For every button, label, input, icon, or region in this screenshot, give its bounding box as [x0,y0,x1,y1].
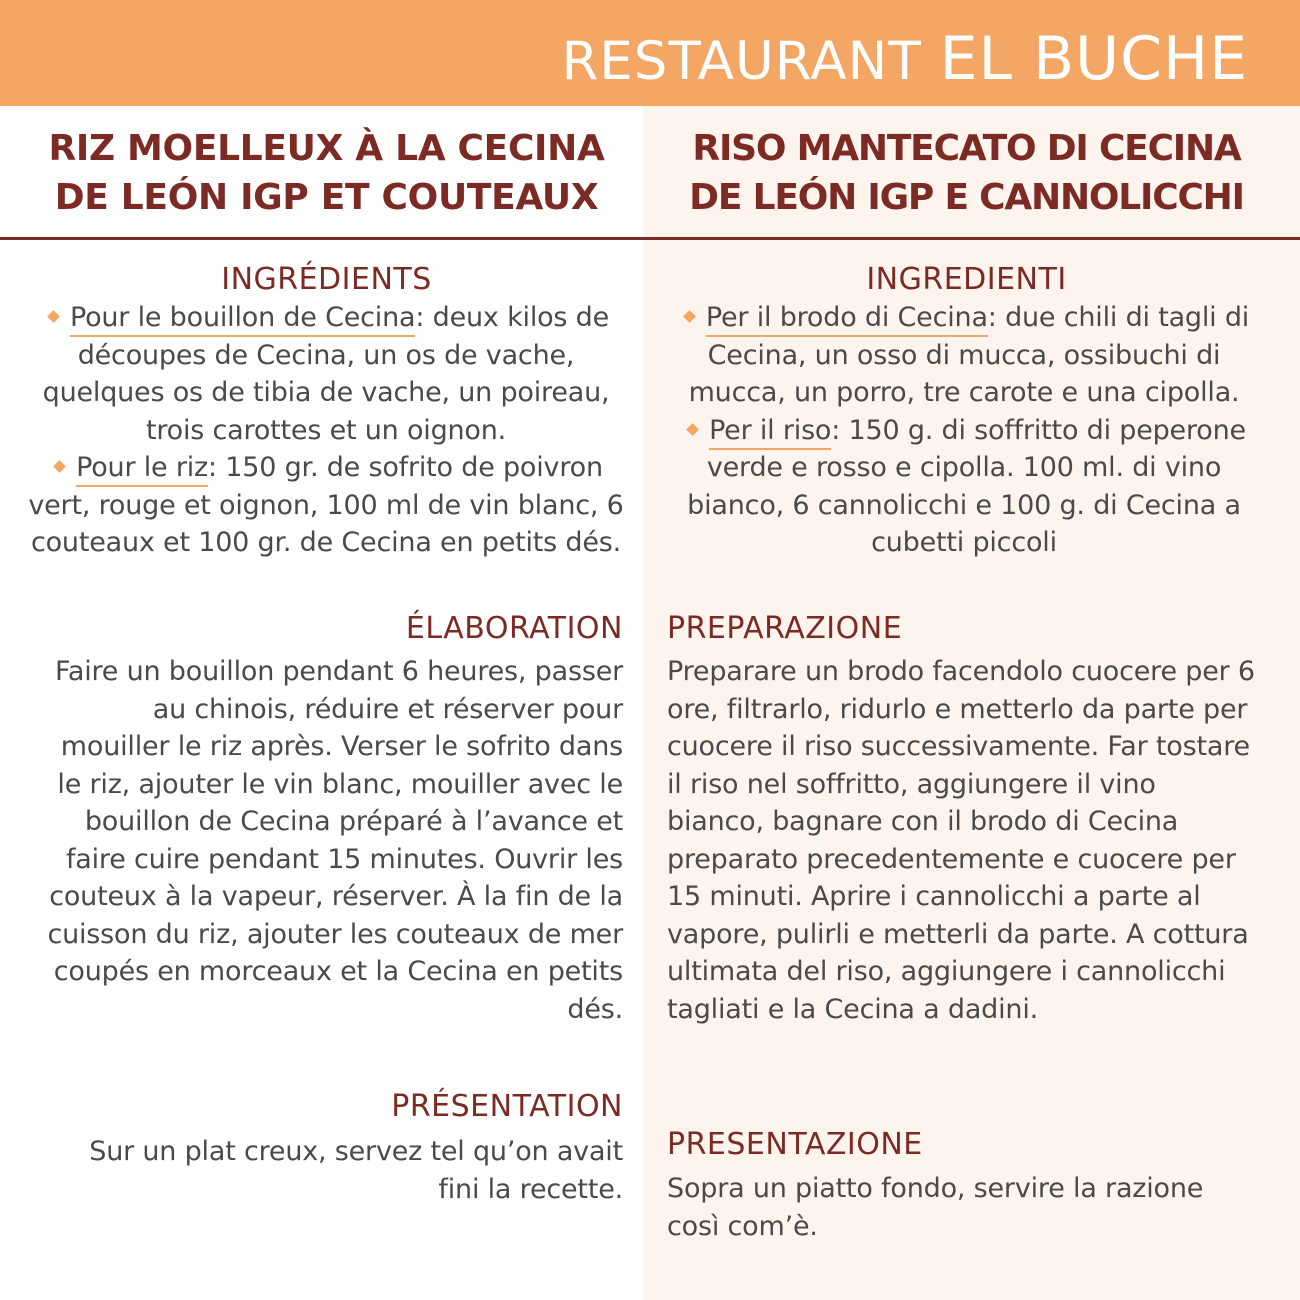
right-title-line-1: RISO MANTECATO DI CECINA [692,128,1241,169]
left-ingredient-label: Pour le riz [76,452,208,487]
title-restaurant-name: EL BUCHE [939,24,1248,94]
left-title-line-2: DE LEÓN IGP ET COUTEAUX [54,177,599,218]
left-elaboration-text: Faire un bouillon pendant 6 heures, passer au chinois, réduire et réserver pour mouiller le riz après. Verser le sofrito dans le riz, ajouter le vin blanc, mouiller avec le bouillon de Cecina préparé à l’avance et faire cuire pendant 15 minutes. Ouvrir les couteux à la vapeur, réserver. À la fin de la cuisson du riz, ajouter les couteaux de mer coupés en morceaux et la Cecina en petits dés. [47,656,623,1025]
right-preparation-text: Preparare un brodo facendolo cuocere per 6 ore, filtrarlo, ridurlo e metterlo da parte per cuocere il riso successivamente. Far tostare il riso nel soffritto, aggiungere il vino bianco, bagnare con il brodo di Cecina preparato precedentemente e cuocere per 15 minuti. Aprire i cannolicchi a parte al vapore, pulirli e metterli da parte. A cottura ultimata del riso, aggiungere i cannolicchi tagliati e la Cecina a dadini. [667,656,1255,1025]
diamond-bullet-icon [47,310,60,323]
right-ingredients-heading: INGREDIENTI [866,262,1067,297]
right-recipe-title [643,124,1290,222]
right-ingredient-text: : 150 g. di soffritto di peperone verde e rosso e cipolla. 100 ml. di vino bianco, 6 cannolicchi e 100 g. di Cecina a cubetti piccoli [687,414,1246,558]
left-ingredient-label: Pour le bouillon de Cecina [70,302,415,337]
right-presentation-text: Sopra un piatto fondo, servire la razione così com’è. [667,1173,1204,1242]
right-presentation-heading: PRESENTAZIONE [667,1127,923,1162]
diamond-bullet-icon [683,310,696,323]
right-ingredient-text: : due chili di tagli di Cecina, un osso di mucca, ossibuchi di mucca, un porro, tre carote e una cipolla. [688,302,1250,408]
right-ingredient-item [664,412,1264,562]
left-ingredient-text: : 150 gr. de sofrito de poivron vert, rouge et oignon, 100 ml de vin blanc, 6 couteaux et 100 gr. de Cecina en petits dés. [28,452,624,558]
diamond-bullet-icon [686,423,699,436]
header-bar [0,0,1300,106]
right-ingredient-label: Per il brodo di Cecina [706,302,988,337]
title-restaurant-word: RESTAURANT [561,31,922,92]
left-ingredient-text: : deux kilos de découpes de Cecina, un os de vache, quelques os de tibia de vache, un poireau, trois carottes et un oignon. [42,302,610,446]
title-divider [0,237,1300,240]
right-ingredient-label: Per il riso [709,415,831,450]
left-ingredient-item [24,299,628,449]
right-preparation-heading: PREPARAZIONE [667,611,903,646]
left-ingredient-item [24,449,628,562]
diamond-bullet-icon [53,460,66,473]
left-ingredients-list [24,299,628,562]
restaurant-title [561,26,1248,95]
left-title-line-1: RIZ MOELLEUX À LA CECINA [48,128,605,169]
left-presentation-text: Sur un plat creux, servez tel qu’on avait fini la recette. [89,1136,623,1205]
left-elaboration-heading: ÉLABORATION [405,611,623,646]
left-presentation-heading: PRÉSENTATION [391,1089,623,1124]
right-ingredients-list [664,299,1264,562]
left-recipe-title [10,124,643,222]
right-title-line-2: DE LEÓN IGP E CANNOLICCHI [689,177,1244,218]
right-ingredient-item [664,299,1264,412]
left-ingredients-heading: INGRÉDIENTS [221,262,432,297]
